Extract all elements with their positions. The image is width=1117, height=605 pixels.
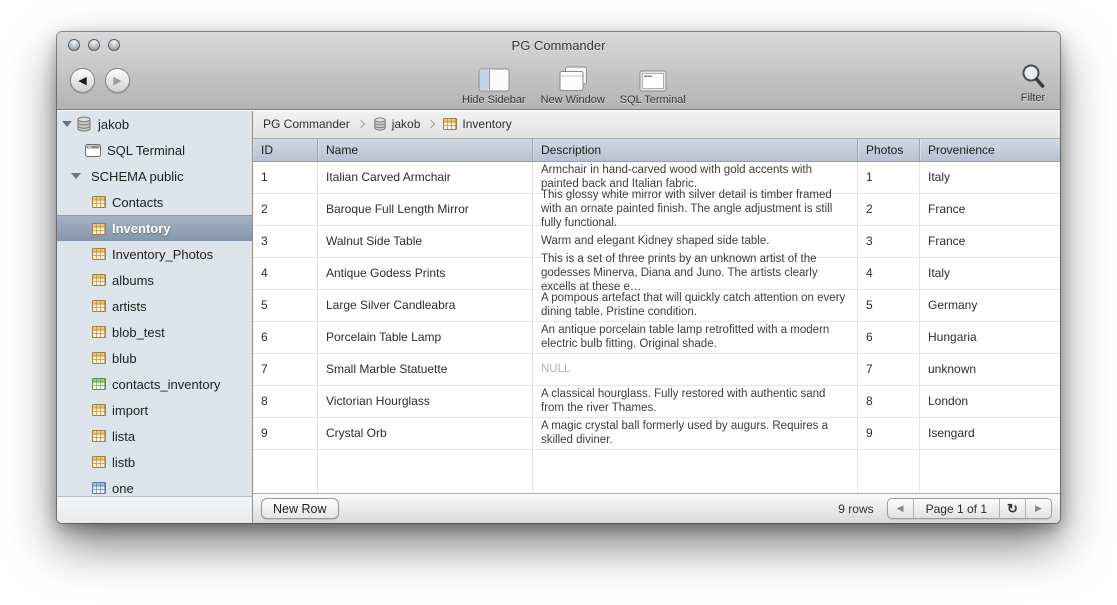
sidebar-item-inventory[interactable] (57, 215, 252, 241)
sidebar-item-label: artists (112, 298, 147, 314)
window-chrome (57, 32, 1060, 110)
table-icon (92, 482, 106, 494)
cell-photos[interactable]: 7 (866, 362, 873, 377)
sidebar-item-label: listb (112, 454, 136, 470)
column-header-name[interactable]: Name (318, 139, 533, 161)
cell-id[interactable]: 7 (261, 362, 268, 377)
search-icon (1020, 58, 1046, 90)
cell-id[interactable]: 2 (261, 202, 268, 217)
sidebar-list (57, 111, 252, 496)
breadcrumb-label: PG Commander (263, 117, 350, 132)
table-icon (92, 430, 106, 442)
table-row[interactable] (253, 354, 1060, 386)
cell-name[interactable]: Italian Carved Armchair (326, 170, 451, 185)
cell-description[interactable]: An antique porcelain table lamp retrofitted with a modern electric bulb fitting. Original shade. (541, 324, 830, 351)
cell-description[interactable]: A magic crystal ball formerly used by augurs. Requires a skilled diviner. (541, 420, 828, 447)
cell-photos[interactable]: 3 (866, 234, 873, 249)
cell-photos[interactable]: 8 (866, 394, 873, 409)
minimize-button[interactable] (88, 39, 100, 51)
cell-photos[interactable]: 5 (866, 298, 873, 313)
disclosure-triangle-icon[interactable] (62, 121, 72, 127)
table-icon (92, 404, 106, 416)
cell-name[interactable]: Walnut Side Table (326, 234, 423, 249)
sidebar-item-label: jakob (98, 116, 130, 132)
sidebar-item-sql-terminal[interactable] (57, 137, 252, 163)
traffic-lights (68, 39, 120, 51)
new-window-icon (558, 60, 588, 92)
table-icon (92, 352, 106, 364)
content (57, 111, 1060, 523)
cell-provenience[interactable]: France (928, 202, 966, 217)
cell-description[interactable]: Warm and elegant Kidney shaped side table. (541, 235, 770, 248)
column-header-provenience[interactable]: Provenience (920, 139, 1060, 161)
new-window-button[interactable] (541, 60, 605, 106)
sidebar-item-label: SCHEMA public (91, 168, 184, 184)
filter-button[interactable] (1020, 58, 1046, 104)
database-icon (76, 116, 92, 132)
breadcrumb-item-app[interactable] (263, 117, 350, 131)
hide-sidebar-icon (478, 60, 510, 92)
breadcrumb-label: Inventory (462, 117, 512, 132)
new-row-button[interactable]: New Row (261, 498, 339, 519)
sidebar (57, 111, 253, 523)
titlebar[interactable] (57, 32, 1060, 58)
breadcrumb-label: jakob (391, 117, 421, 132)
sidebar-footer (57, 496, 252, 523)
cell-photos[interactable]: 9 (866, 426, 873, 441)
cell-provenience[interactable]: Hungaria (928, 330, 977, 345)
sidebar-item-contacts[interactable] (57, 189, 252, 215)
main-panel (253, 111, 1060, 523)
terminal-icon (85, 144, 101, 157)
cell-name[interactable]: Large Silver Candleabra (326, 298, 456, 313)
cell-id[interactable]: 5 (261, 298, 268, 313)
sidebar-item-schema-public[interactable] (57, 163, 252, 189)
sidebar-item-label: Contacts (112, 194, 164, 210)
sidebar-item-inventory-photos[interactable] (57, 241, 252, 267)
table-icon (443, 118, 457, 130)
refresh-button[interactable]: ↻ (1007, 500, 1018, 516)
sidebar-item-label: contacts_inventory (112, 376, 221, 392)
sidebar-item-contacts-inventory[interactable] (57, 371, 252, 397)
table-icon (92, 248, 106, 260)
cell-provenience[interactable]: Germany (928, 298, 978, 313)
cell-photos[interactable]: 4 (866, 266, 873, 281)
disclosure-triangle-icon[interactable] (71, 173, 81, 179)
table-row[interactable] (253, 418, 1060, 450)
sidebar-item-artists[interactable] (57, 293, 252, 319)
column-header-photos[interactable]: Photos (858, 139, 920, 161)
sidebar-item-listb[interactable] (57, 449, 252, 475)
column-header-description[interactable]: Description (533, 139, 858, 161)
zoom-button[interactable] (108, 39, 120, 51)
window-title: PG Commander (511, 38, 606, 53)
sidebar-item-label: one (112, 480, 134, 496)
column-header-id[interactable]: ID (253, 139, 318, 161)
cell-description[interactable]: A classical hourglass. Fully restored with authentic sand from the river Thames. (541, 388, 826, 415)
sidebar-item-jakob[interactable] (57, 111, 252, 137)
cell-name[interactable]: Small Marble Statuette (326, 362, 448, 377)
sql-terminal-button[interactable] (620, 60, 686, 106)
breadcrumb (253, 111, 1060, 139)
chevron-right-icon (427, 120, 435, 128)
hide-sidebar-button[interactable] (462, 60, 526, 106)
breadcrumb-item-database[interactable] (373, 117, 421, 131)
sidebar-item-blob-test[interactable] (57, 319, 252, 345)
table-row[interactable] (253, 290, 1060, 322)
cell-name[interactable]: Antique Godess Prints (326, 266, 446, 281)
sidebar-item-label: lista (112, 428, 136, 444)
sidebar-item-label: Inventory_Photos (112, 246, 214, 262)
cell-photos[interactable]: 1 (866, 170, 873, 185)
table-icon (92, 300, 106, 312)
forward-button[interactable]: ▶ (105, 68, 130, 93)
table-icon (92, 378, 106, 390)
cell-description[interactable]: This is a set of three prints by an unknown artist of the godesses Minerva, Diana and Juno. The artists clearly excells at these e… (541, 253, 818, 294)
cell-description[interactable]: Armchair in hand-carved wood with gold accents with painted back and Italian fabric. (541, 164, 813, 191)
page-label: Page 1 of 1 (925, 501, 987, 516)
sql-terminal-icon (639, 60, 667, 92)
cell-provenience[interactable]: Italy (928, 170, 951, 185)
table-row[interactable] (253, 189, 1060, 230)
cell-description[interactable]: A pompous artefact that will quickly catch attention on every dining table. Pristine condition. (541, 292, 846, 319)
sidebar-item-one[interactable] (57, 475, 252, 496)
cell-id[interactable]: 8 (261, 394, 268, 409)
table-icon (92, 223, 106, 235)
cell-description[interactable] (533, 362, 858, 376)
cell-id[interactable]: 6 (261, 330, 268, 345)
chevron-right-icon (356, 120, 364, 128)
cell-photos[interactable]: 2 (866, 202, 873, 217)
sidebar-item-blub[interactable] (57, 345, 252, 371)
app-window (57, 32, 1060, 523)
sidebar-item-lista[interactable] (57, 423, 252, 449)
nav-buttons (70, 68, 130, 93)
table-icon (92, 326, 106, 338)
sidebar-item-label: blob_test (112, 324, 165, 340)
cell-provenience[interactable]: London (928, 394, 969, 409)
cell-provenience[interactable]: Isengard (928, 426, 975, 441)
cell-provenience[interactable]: France (928, 234, 966, 249)
cell-name[interactable]: Baroque Full Length Mirror (326, 202, 469, 217)
sidebar-item-albums[interactable] (57, 267, 252, 293)
close-button[interactable] (68, 39, 80, 51)
table-body (253, 162, 1060, 493)
cell-provenience[interactable]: Italy (928, 266, 951, 281)
sidebar-item-label: Inventory (112, 221, 171, 236)
new-window-label: New Window (540, 94, 605, 106)
toolbar (462, 60, 686, 106)
cell-photos[interactable]: 6 (866, 330, 873, 345)
database-icon (373, 117, 387, 131)
sidebar-item-label: blub (112, 350, 137, 366)
cell-name[interactable]: Victorian Hourglass (326, 394, 430, 409)
cell-description[interactable]: This glossy white mirror with silver detail is timber framed with an ornate painted finish. The angle adjustment is still fully functional. (541, 189, 833, 230)
sql-terminal-label: SQL Terminal (619, 94, 686, 106)
filter-label: Filter (1020, 92, 1046, 104)
cell-id[interactable]: 3 (261, 234, 268, 249)
cell-name[interactable]: Porcelain Table Lamp (326, 330, 442, 345)
table-header (253, 139, 1060, 162)
sidebar-item-import[interactable] (57, 397, 252, 423)
sidebar-item-label: albums (112, 272, 154, 288)
cell-id[interactable]: 1 (261, 170, 268, 185)
previous-page-button[interactable]: ◀ (896, 503, 904, 514)
hide-sidebar-label: Hide Sidebar (462, 94, 526, 106)
table-icon (92, 274, 106, 286)
table-icon (92, 456, 106, 468)
cell-name[interactable]: Crystal Orb (326, 426, 387, 441)
back-button[interactable]: ◀ (70, 68, 95, 93)
cell-id[interactable]: 9 (261, 426, 268, 441)
sidebar-item-label: SQL Terminal (107, 142, 186, 158)
row-count-label: 9 rows (838, 501, 874, 516)
pagination-control (887, 498, 1052, 519)
sidebar-item-label: import (112, 402, 149, 418)
table-row[interactable] (253, 386, 1060, 418)
breadcrumb-item-table[interactable] (443, 117, 511, 131)
cell-provenience[interactable]: unknown (928, 362, 977, 377)
cell-id[interactable]: 4 (261, 266, 268, 281)
table-row[interactable] (253, 253, 1060, 294)
table-icon (92, 196, 106, 208)
table-row[interactable] (253, 322, 1060, 354)
status-bar (253, 493, 1060, 523)
null-value: NULL (541, 363, 571, 376)
next-page-button[interactable]: ▶ (1035, 503, 1042, 514)
